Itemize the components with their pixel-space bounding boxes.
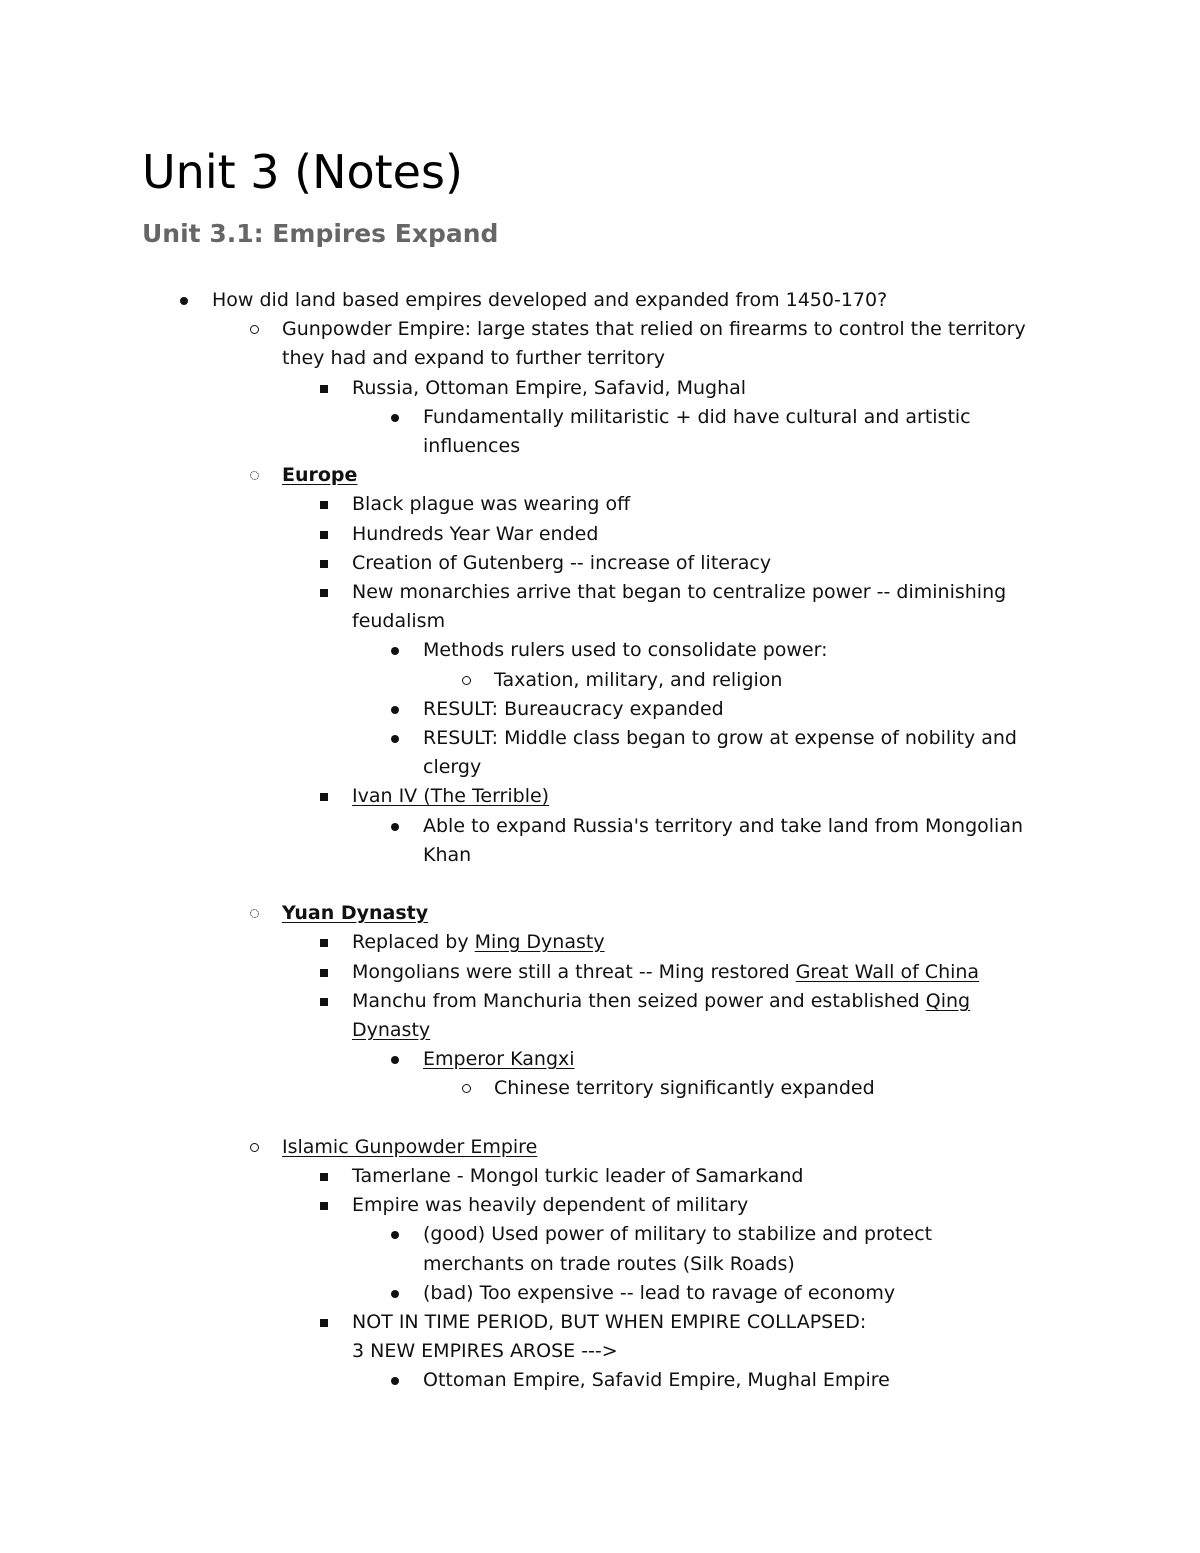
list-item-text: Replaced by	[352, 931, 475, 953]
circle-bullet-icon	[458, 1074, 474, 1103]
disc-bullet-icon	[387, 812, 403, 841]
disc-bullet-icon	[387, 636, 403, 665]
list-item-text: Black plague was wearing off	[352, 493, 631, 515]
square-bullet-icon	[316, 987, 332, 1016]
square-bullet-icon	[316, 782, 332, 811]
list-item	[423, 695, 724, 724]
dotted-circle-bullet-icon	[246, 461, 262, 490]
list-item-text: How did land based empires developed and expanded from 1450-170?	[212, 289, 888, 311]
list-item	[423, 403, 971, 432]
disc-bullet-icon	[176, 286, 192, 315]
circle-bullet-icon	[458, 666, 474, 695]
list-item-text: New monarchies arrive that began to centralize power -- diminishing	[352, 581, 1007, 603]
list-item-text: Gunpowder Empire: large states that relied on firearms to control the territory	[282, 318, 1026, 340]
square-bullet-icon	[316, 520, 332, 549]
underlined-link[interactable]: Islamic Gunpowder Empire	[282, 1136, 538, 1158]
list-item	[352, 782, 549, 811]
square-bullet-icon	[316, 928, 332, 957]
disc-bullet-icon	[387, 695, 403, 724]
list-item-text: Khan	[423, 844, 472, 866]
underlined-link[interactable]: Ivan IV (The Terrible)	[352, 785, 550, 807]
list-item-text: RESULT: Bureaucracy expanded	[423, 698, 724, 720]
square-bullet-icon	[316, 549, 332, 578]
underlined-link[interactable]: Great Wall of China	[795, 961, 980, 983]
square-bullet-icon	[316, 1191, 332, 1220]
list-item	[423, 753, 481, 782]
list-item	[423, 432, 520, 461]
section-heading: Unit 3.1: Empires Expand	[142, 219, 499, 248]
list-item	[282, 344, 665, 373]
list-item-text: Chinese territory significantly expanded	[494, 1077, 875, 1099]
list-item	[423, 841, 471, 870]
underlined-link[interactable]: Dynasty	[352, 1019, 431, 1041]
list-item-text: (bad) Too expensive -- lead to ravage of economy	[423, 1282, 896, 1304]
list-item	[352, 1016, 430, 1045]
list-item-text: feudalism	[352, 610, 446, 632]
list-item	[352, 1191, 748, 1220]
list-item-text: Empire was heavily dependent of military	[352, 1194, 749, 1216]
list-item	[282, 1133, 537, 1162]
list-item-text: (good) Used power of military to stabilize and protect	[423, 1223, 933, 1245]
disc-bullet-icon	[387, 724, 403, 753]
section-label[interactable]: Yuan Dynasty	[282, 902, 429, 924]
list-item	[352, 520, 598, 549]
list-item-text: Manchu from Manchuria then seized power and established	[352, 990, 926, 1012]
list-item	[282, 461, 357, 490]
list-item	[352, 490, 630, 519]
list-item-text: Tamerlane - Mongol turkic leader of Samarkand	[352, 1165, 804, 1187]
list-item	[352, 987, 970, 1016]
list-item-text: clergy	[423, 756, 482, 778]
circle-bullet-icon	[246, 1133, 262, 1162]
list-item-text: NOT IN TIME PERIOD, BUT WHEN EMPIRE COLLAPSED:	[352, 1311, 867, 1333]
list-item	[282, 899, 428, 928]
square-bullet-icon	[316, 578, 332, 607]
square-bullet-icon	[316, 1162, 332, 1191]
list-item-text: Hundreds Year War ended	[352, 523, 599, 545]
list-item	[352, 1162, 803, 1191]
list-item	[352, 928, 605, 957]
list-item-text: merchants on trade routes (Silk Roads)	[423, 1253, 795, 1275]
circle-bullet-icon	[246, 315, 262, 344]
disc-bullet-icon	[387, 1279, 403, 1308]
list-item	[352, 958, 979, 987]
list-item	[352, 374, 746, 403]
list-item-text: influences	[423, 435, 521, 457]
list-item-text: they had and expand to further territory	[282, 347, 666, 369]
list-item-text: 3 NEW EMPIRES AROSE --->	[352, 1340, 618, 1362]
list-item	[352, 1308, 866, 1337]
list-item	[494, 1074, 875, 1103]
underlined-link[interactable]: Ming Dynasty	[474, 931, 605, 953]
list-item	[423, 812, 1023, 841]
list-item-text: RESULT: Middle class began to grow at expense of nobility and	[423, 727, 1017, 749]
list-item	[423, 1045, 575, 1074]
disc-bullet-icon	[387, 1366, 403, 1395]
list-item	[423, 1279, 895, 1308]
list-item	[352, 1337, 618, 1366]
list-item	[212, 286, 887, 315]
list-item	[423, 724, 1017, 753]
section-label[interactable]: Europe	[282, 464, 358, 486]
square-bullet-icon	[316, 490, 332, 519]
list-item	[423, 1250, 795, 1279]
underlined-link[interactable]: Emperor Kangxi	[423, 1048, 575, 1070]
list-item	[423, 636, 827, 665]
square-bullet-icon	[316, 958, 332, 987]
list-item	[352, 607, 445, 636]
list-item-text: Ottoman Empire, Safavid Empire, Mughal Empire	[423, 1369, 890, 1391]
disc-bullet-icon	[387, 1045, 403, 1074]
list-item	[352, 549, 771, 578]
list-item-text: Taxation, military, and religion	[494, 669, 783, 691]
document-title: Unit 3 (Notes)	[142, 145, 463, 199]
list-item-text: Russia, Ottoman Empire, Safavid, Mughal	[352, 377, 747, 399]
dotted-circle-bullet-icon	[246, 899, 262, 928]
list-item-text: Mongolians were still a threat -- Ming restored	[352, 961, 796, 983]
list-item	[352, 578, 1006, 607]
square-bullet-icon	[316, 374, 332, 403]
disc-bullet-icon	[387, 1220, 403, 1249]
list-item-text: Methods rulers used to consolidate power:	[423, 639, 828, 661]
disc-bullet-icon	[387, 403, 403, 432]
list-item	[494, 666, 782, 695]
list-item-text: Fundamentally militaristic + did have cultural and artistic	[423, 406, 971, 428]
list-item-text: Creation of Gutenberg -- increase of literacy	[352, 552, 772, 574]
list-item	[282, 315, 1026, 344]
square-bullet-icon	[316, 1308, 332, 1337]
list-item	[423, 1366, 890, 1395]
list-item-text: Able to expand Russia's territory and take land from Mongolian	[423, 815, 1024, 837]
underlined-link[interactable]: Qing	[925, 990, 971, 1012]
list-item	[423, 1220, 932, 1249]
